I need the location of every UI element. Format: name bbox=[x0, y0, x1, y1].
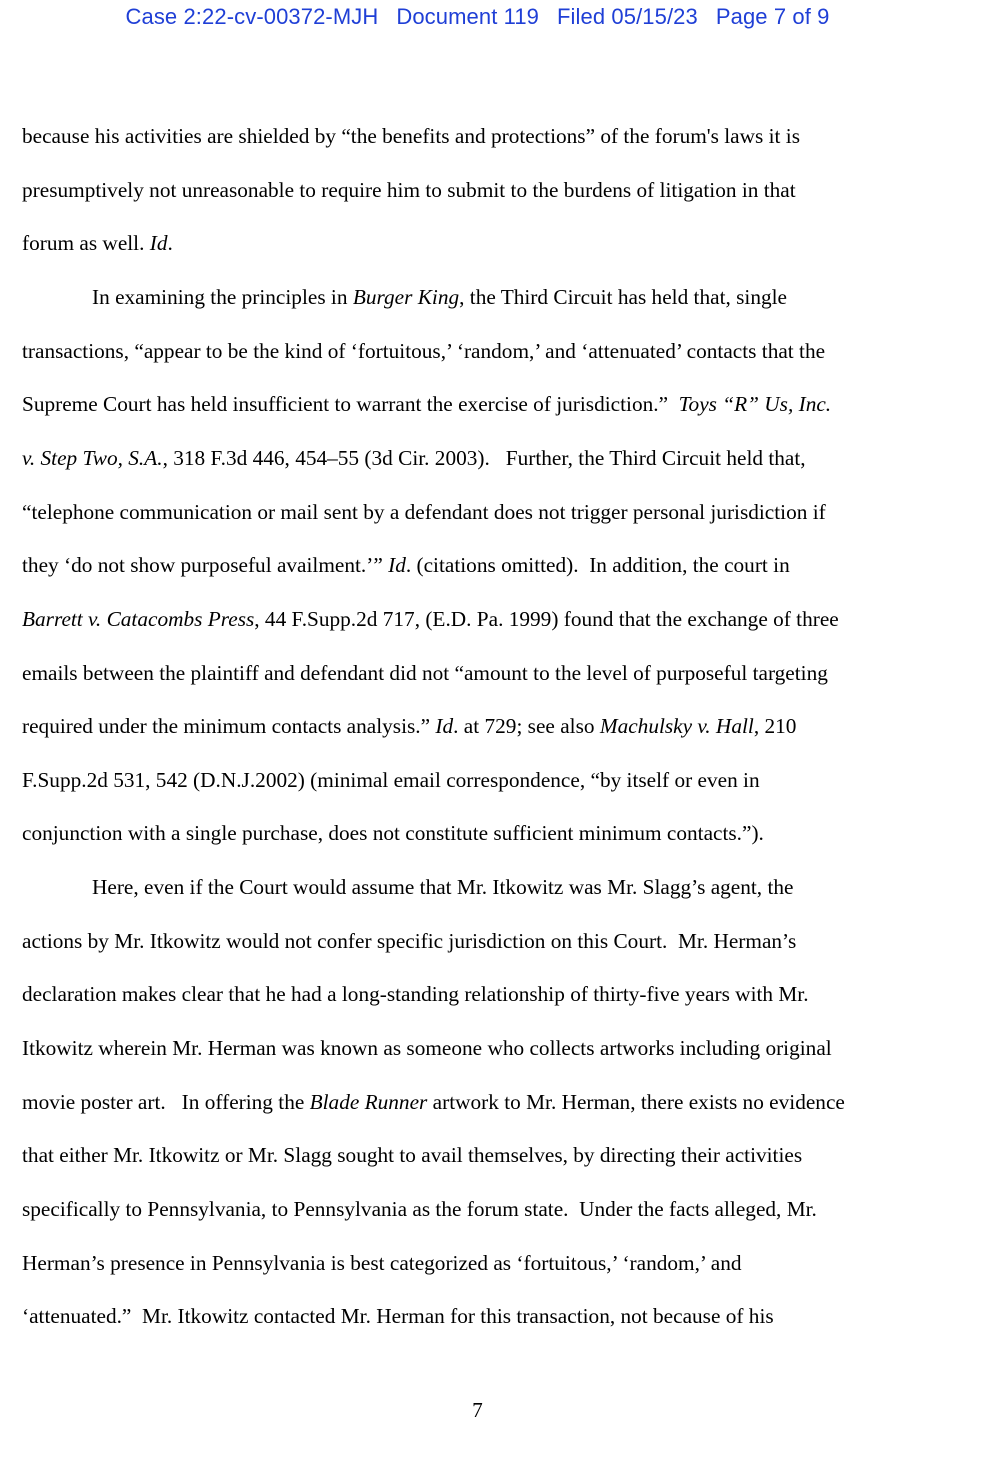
text-segment: . bbox=[167, 231, 173, 255]
text-segment: actions by Mr. Itkowitz would not confer specific jurisdiction on this Court. Mr. Herman’s bbox=[22, 929, 797, 953]
text-segment: conjunction with a single purchase, does not constitute sufficient minimum contacts.”). bbox=[22, 821, 764, 845]
text-segment: , 210 bbox=[753, 714, 797, 738]
text-line bbox=[92, 874, 793, 900]
text-line bbox=[22, 1035, 832, 1061]
page-indicator: Page 7 of 9 bbox=[715, 4, 830, 29]
text-line bbox=[22, 660, 828, 686]
text-segment: Supreme Court has held insufficient to warrant the exercise of jurisdiction.” bbox=[22, 392, 679, 416]
text-segment: emails between the plaintiff and defendant did not “amount to the level of purposeful targeting bbox=[22, 661, 828, 685]
italic-citation: Id bbox=[149, 231, 168, 255]
text-line bbox=[22, 123, 800, 149]
text-segment: , 318 F.3d 446, 454–55 (3d Cir. 2003). Further, the Third Circuit held that, bbox=[162, 446, 806, 470]
text-segment: Here, even if the Court would assume that Mr. Itkowitz was Mr. Slagg’s agent, the bbox=[92, 875, 794, 899]
text-line bbox=[22, 338, 825, 364]
filed-date: Filed 05/15/23 bbox=[557, 4, 698, 29]
text-line bbox=[22, 713, 796, 739]
text-line bbox=[22, 1142, 802, 1168]
italic-citation: Barrett v. Catacombs Press bbox=[22, 607, 255, 631]
page-number: 7 bbox=[472, 1398, 483, 1422]
text-segment: In examining the principles in bbox=[92, 285, 353, 309]
text-segment: , 44 F.Supp.2d 717, (E.D. Pa. 1999) found that the exchange of three bbox=[254, 607, 839, 631]
document-number: Document 119 bbox=[396, 4, 540, 29]
text-segment: Herman’s presence in Pennsylvania is best categorized as ‘fortuitous,’ ‘random,’ and bbox=[22, 1251, 742, 1275]
text-line bbox=[22, 767, 760, 793]
text-segment: they ‘do not show purposeful availment.’” bbox=[22, 553, 389, 577]
text-segment: ‘attenuated.” Mr. Itkowitz contacted Mr. Herman for this transaction, not because of his bbox=[22, 1304, 774, 1328]
text-segment: presumptively not unreasonable to require him to submit to the burdens of litigation in that bbox=[22, 178, 796, 202]
text-segment: artwork to Mr. Herman, there exists no evidence bbox=[427, 1090, 845, 1114]
text-line bbox=[22, 499, 826, 525]
text-segment: declaration makes clear that he had a long-standing relationship of thirty-five years with Mr. bbox=[22, 982, 809, 1006]
text-segment: “telephone communication or mail sent by a defendant does not trigger personal jurisdiction if bbox=[22, 500, 826, 524]
text-segment: that either Mr. Itkowitz or Mr. Slagg sought to avail themselves, by directing their activities bbox=[22, 1143, 803, 1167]
text-line bbox=[22, 1196, 817, 1222]
italic-citation: v. Step Two, S.A. bbox=[22, 446, 163, 470]
italic-citation: Id bbox=[435, 714, 454, 738]
text-line bbox=[22, 1250, 742, 1276]
text-segment: required under the minimum contacts analysis.” bbox=[22, 714, 436, 738]
text-line bbox=[22, 820, 764, 846]
italic-citation: Toys “R” Us, Inc. bbox=[678, 392, 832, 416]
italic-citation: Blade Runner bbox=[309, 1090, 428, 1114]
text-segment: movie poster art. In offering the bbox=[22, 1090, 310, 1114]
text-segment: because his activities are shielded by “the benefits and protections” of the forum's laws it is bbox=[22, 124, 800, 148]
text-segment: , the Third Circuit has held that, single bbox=[459, 285, 788, 309]
text-line bbox=[92, 284, 787, 310]
text-line bbox=[22, 177, 796, 203]
text-line bbox=[22, 552, 790, 578]
filing-header bbox=[0, 4, 955, 30]
text-line bbox=[22, 606, 839, 632]
text-segment: transactions, “appear to be the kind of ‘fortuitous,’ ‘random,’ and ‘attenuated’ contacts that the bbox=[22, 339, 826, 363]
text-line bbox=[22, 445, 806, 471]
text-segment: specifically to Pennsylvania, to Pennsylvania as the forum state. Under the facts alleged, Mr. bbox=[22, 1197, 817, 1221]
text-line bbox=[22, 1303, 774, 1329]
italic-citation: Burger King bbox=[352, 285, 460, 309]
text-line bbox=[22, 391, 831, 417]
text-segment: . at 729; see also bbox=[453, 714, 600, 738]
text-line bbox=[22, 230, 173, 256]
text-line bbox=[22, 981, 809, 1007]
text-segment: F.Supp.2d 531, 542 (D.N.J.2002) (minimal email correspondence, “by itself or even in bbox=[22, 768, 760, 792]
italic-citation: Id bbox=[388, 553, 406, 577]
text-line bbox=[22, 928, 796, 954]
text-segment: Itkowitz wherein Mr. Herman was known as someone who collects artworks including original bbox=[22, 1036, 832, 1060]
italic-citation: Machulsky v. Hall bbox=[599, 714, 754, 738]
text-line bbox=[22, 1089, 845, 1115]
text-segment: forum as well. bbox=[22, 231, 150, 255]
text-segment: . (citations omitted). In addition, the court in bbox=[405, 553, 790, 577]
case-number: Case 2:22-cv-00372-MJH bbox=[125, 4, 379, 29]
